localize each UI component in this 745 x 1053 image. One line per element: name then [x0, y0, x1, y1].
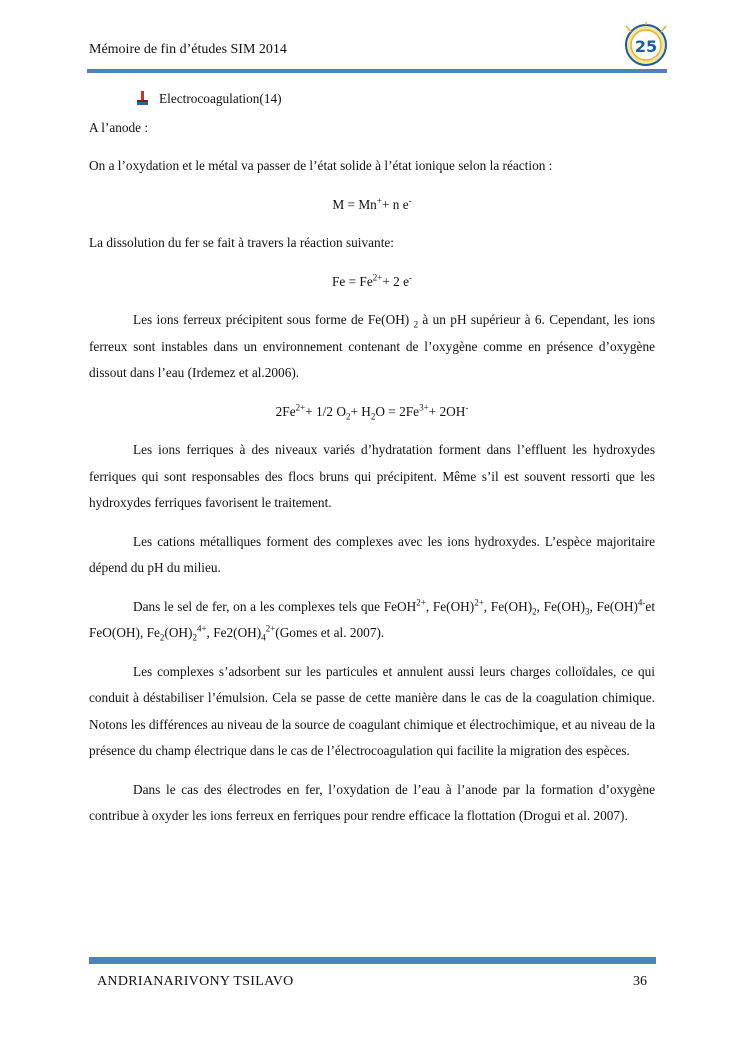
footer-author: ANDRIANARIVONY TSILAVO	[97, 974, 294, 989]
paragraph-iron-electrodes: Dans le cas des électrodes en fer, l’oxydation de l’eau à l’anode par la formation d’oxygène contribue à oxyder les ions ferreux en ferriques pour rendre efficace la flottation (Drogui et al. 2007).	[89, 781, 655, 823]
formula-iron-dissolution: $Fe = Fe^{2+}+ 2$ e-	[331, 272, 413, 289]
section-heading-text: Electrocoagulation(14)	[159, 91, 282, 106]
page-number: 36	[633, 974, 647, 989]
footer-rule	[89, 957, 656, 964]
arrow-down-bullet-icon	[135, 91, 149, 105]
paragraph-complex-adsorption: Les complexes s’adsorbent sur les particules et annulent aussi leurs charges colloïdales, ce qui conduit à déstabiliser l’émulsion. Cela se passe de cette manière dans le cas de la coagulation chimique. Notons les différences au niveau de la source de coagulant chimique et électrochimique, et au niveau de la présence du champ électrique dans le cas de l’électrocoagulation qui facilite la migration des espèces.	[89, 663, 655, 758]
oxidation-intro: On a l’oxydation et le métal va passer de l’état solide à l’état ionique selon la réaction :	[89, 158, 553, 173]
formula-ferrous-oxidation: $2Fe^{2+}+ 1/2$ $O_2+ H_2O = 2Fe^{3+}+ 2OH^-$	[275, 402, 469, 422]
anniversary-logo-icon	[620, 22, 672, 68]
anode-label: A l’anode :	[89, 119, 149, 135]
paragraph-iron-complexes: Dans le sel de fer, on a les complexes tels que FeOH$^{2+}$, Fe(OH)$^{2+}$, $Fe(OH)_2$, $Fe(OH)_3$, Fe(OH)$^{4-}$et FeO(OH), $Fe_2(OH)_2^{4+}$, $Fe2(OH)_4^{2+}(Gomes$ et al. 2007).	[89, 597, 656, 643]
paragraph-metal-cations: Les cations métalliques forment des complexes avec les ions hydroxydes. L’espèce majoritaire dépend du pH du milieu.	[89, 533, 655, 575]
header-rule	[87, 69, 667, 73]
page-content	[89, 86, 655, 842]
dissolution-intro: La dissolution du fer se fait à travers la réaction suivante:	[89, 235, 394, 250]
logo-text: 25	[634, 37, 658, 56]
header-title: Mémoire de fin d’études SIM 2014	[89, 42, 287, 57]
paragraph-ferrous-ions: Les ions ferreux précipitent sous forme de Fe(OH) $_2$ à un pH supérieur à 6. Cependant, les ions ferreux sont instables dans un environnement contenant de l’oxygène comme en présence d’oxygène dissout dans l’eau (Irdemez et al.2006).	[89, 312, 656, 380]
paragraph-ferric-ions: Les ions ferriques à des niveaux variés d’hydratation forment dans l’effluent les hydroxydes ferriques qui sont responsables des flocs bruns qui précipitent. Même s’il est souvent ressorti que les hydroxydes ferriques favorisent le traitement.	[89, 442, 655, 510]
section-heading	[89, 86, 655, 113]
formula-metal-oxidation: M = Mn++ n e-	[332, 195, 412, 212]
